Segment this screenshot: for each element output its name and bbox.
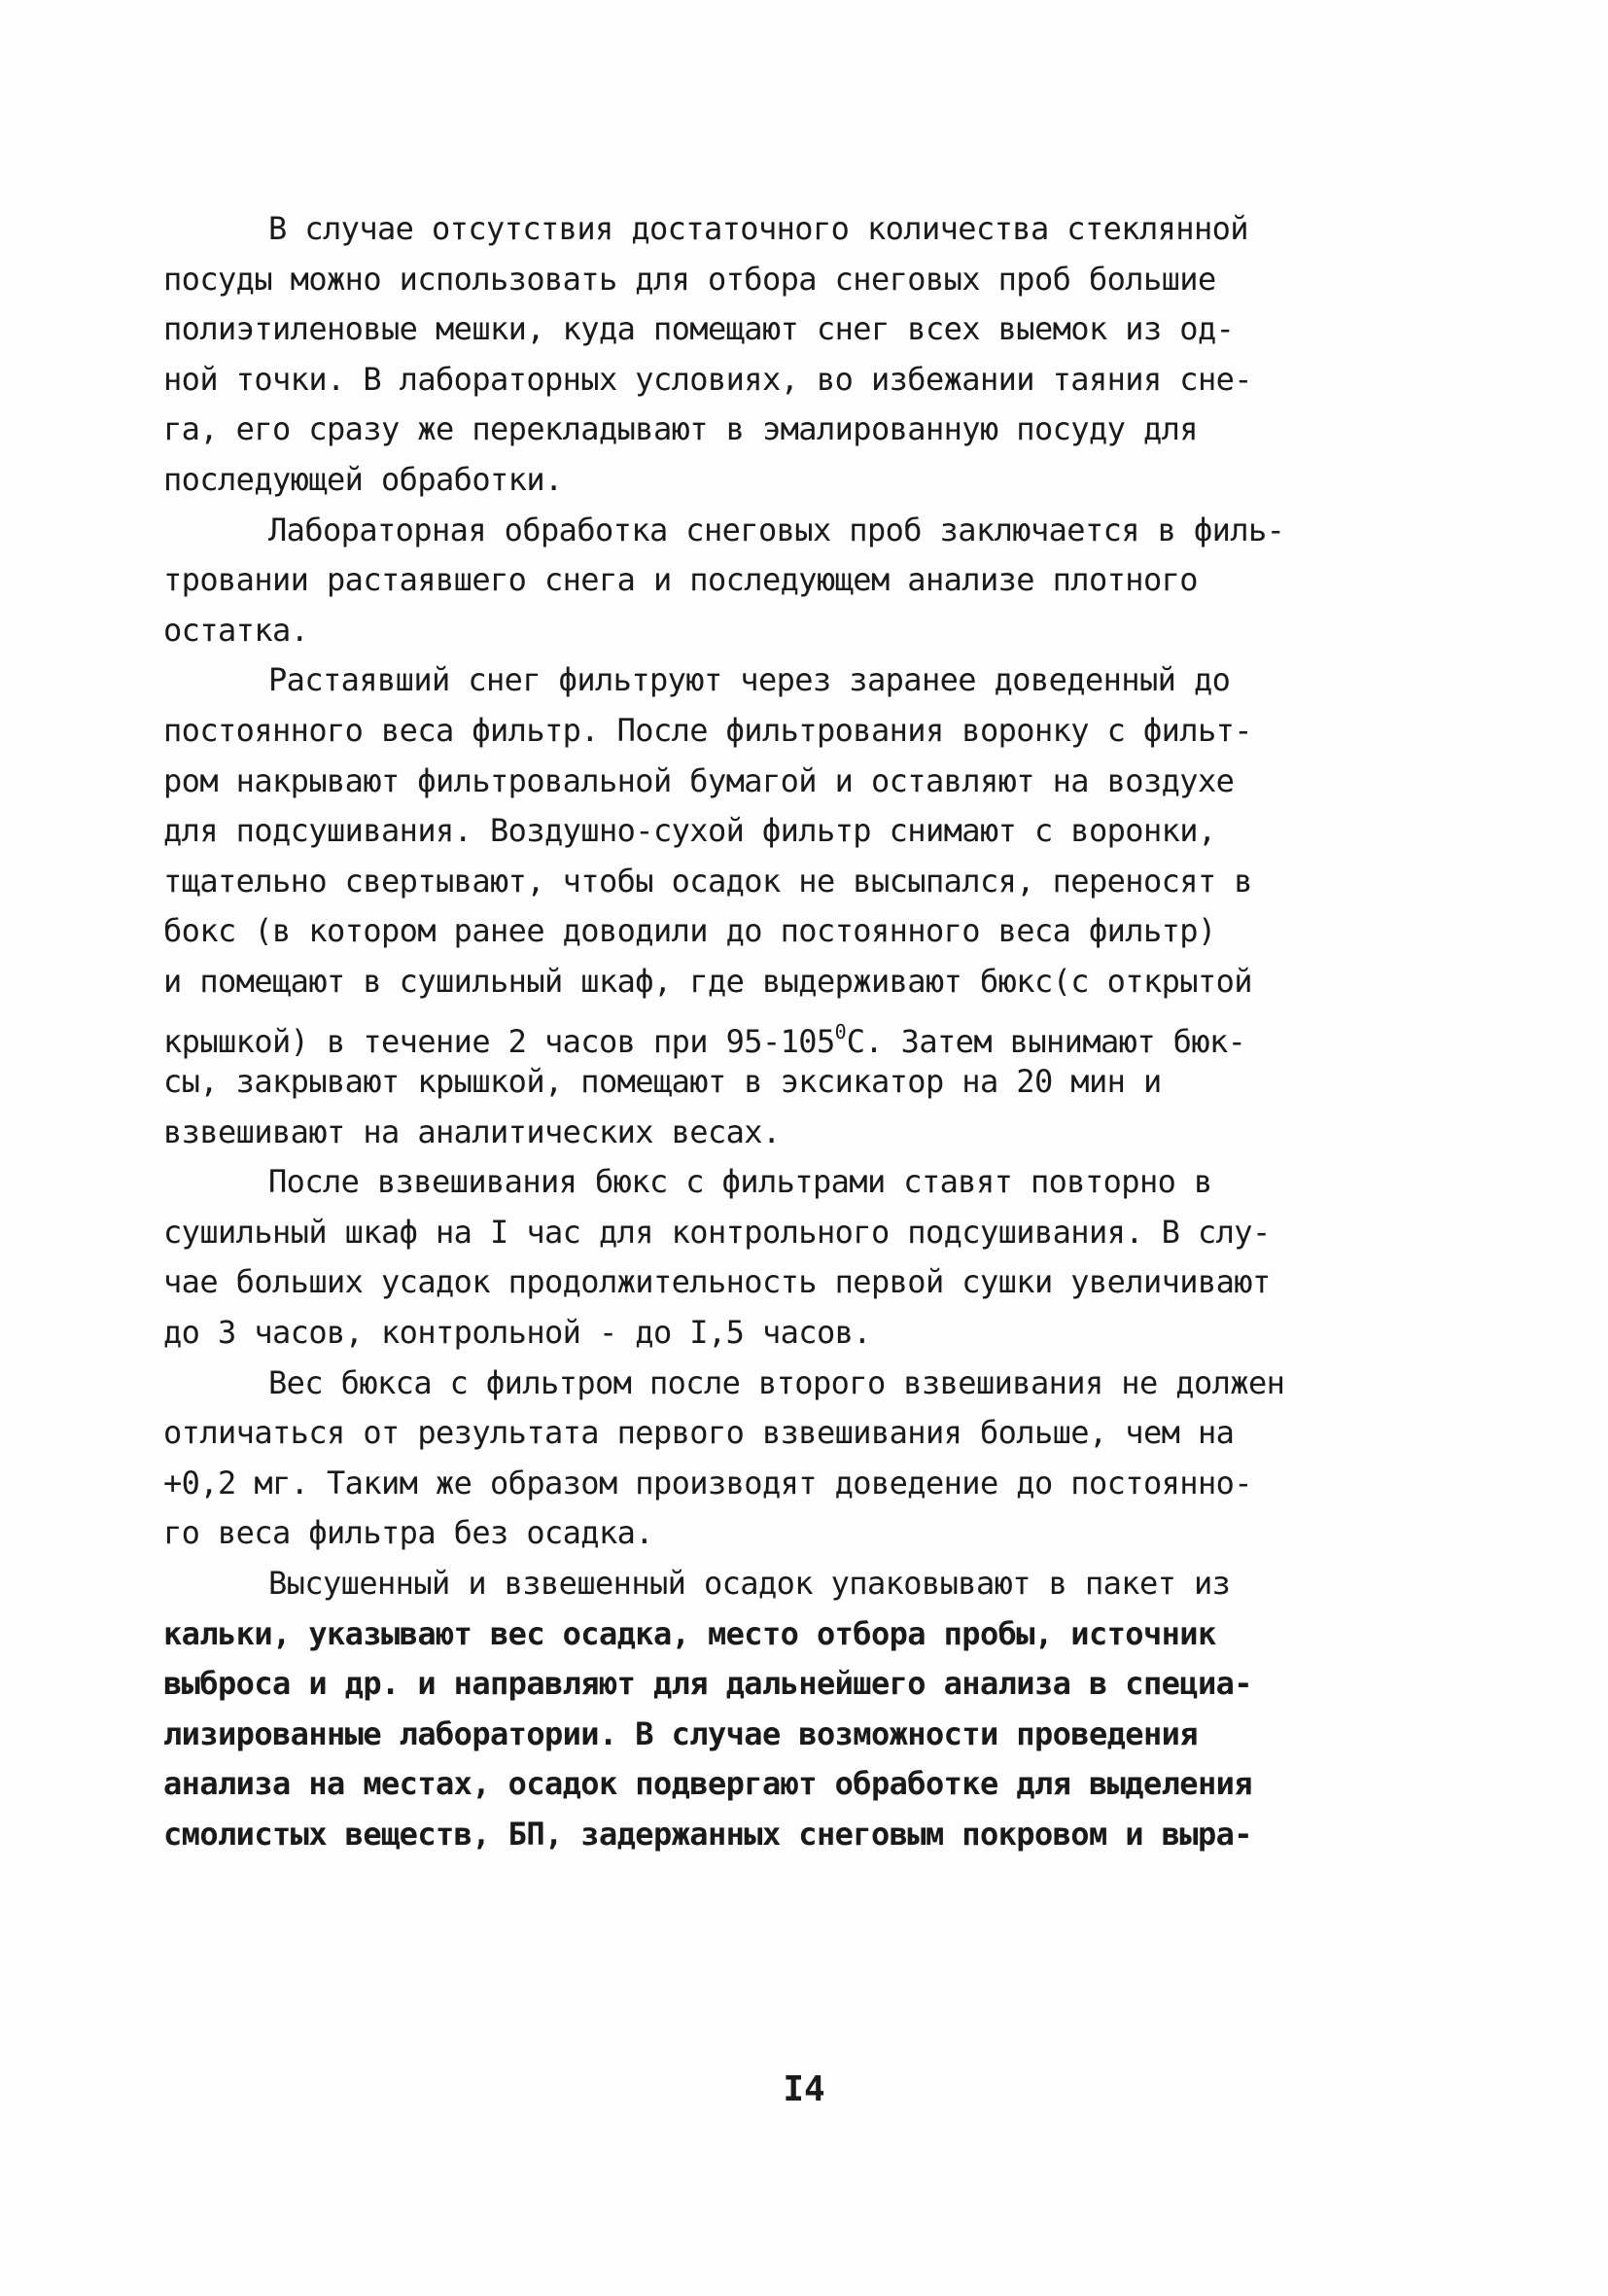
text-line-with-superscript — [163, 1007, 1466, 1058]
text-line: для подсушивания. Воздушно-сухой фильтр снимают с воронки, — [163, 812, 1216, 850]
text-line: тщательно свертывают, чтобы осадок не высыпался, переносят в — [163, 862, 1252, 900]
text-line: последующей обработки. — [163, 460, 563, 498]
paragraph-6 — [163, 1559, 1466, 1860]
page-number: I4 — [783, 2069, 825, 2109]
text-line: постоянного веса фильтр. После фильтрования воронку с фильт- — [163, 711, 1252, 749]
text-line: кальки, указывают вес осадка, место отбора пробы, источник — [163, 1614, 1216, 1652]
degree-superscript: 0 — [834, 1019, 847, 1043]
text-line: взвешивают на аналитических весах. — [163, 1113, 781, 1150]
body-text — [163, 204, 1466, 1860]
text-line: ной точки. В лабораторных условиях, во избежании таяния сне- — [163, 360, 1252, 398]
text-line: +0,2 мг. Таким же образом производят доведение до постоянно- — [163, 1464, 1252, 1501]
text-line: посуды можно использовать для отбора снеговых проб большие — [163, 260, 1216, 298]
paragraph-2 — [163, 506, 1466, 656]
text-line: После взвешивания бюкс с фильтрами ставят повторно в — [268, 1163, 1212, 1201]
text-segment: С. Затем вынимают бюк- — [846, 1022, 1246, 1060]
text-line: смолистых веществ, БП, задержанных снеговым покровом и выра- — [163, 1816, 1252, 1853]
text-segment: крышкой) в течение 2 часов при 95-105 — [163, 1022, 835, 1060]
text-line: га, его сразу же перекладывают в эмалированную посуду для — [163, 410, 1198, 448]
text-line: Растаявший снег фильтруют через заранее доведенный до — [268, 661, 1231, 699]
text-line: сушильный шкаф на I час для контрольного подсушивания. В слу- — [163, 1213, 1271, 1251]
text-line: и помещают в сушильный шкаф, где выдерживают бюкс(с открытой — [163, 962, 1252, 1000]
text-line: тровании растаявшего снега и последующем анализе плотного — [163, 561, 1198, 599]
text-line: го веса фильтра без осадка. — [163, 1514, 653, 1552]
text-line: ром накрывают фильтровальной бумагой и оставляют на воздухе — [163, 761, 1235, 799]
text-line: Высушенный и взвешенный осадок упаковывают в пакет из — [268, 1565, 1231, 1603]
text-line: отличаться от результата первого взвешивания больше, чем на — [163, 1414, 1235, 1452]
text-line: до 3 часов, контрольной - до I,5 часов. — [163, 1314, 871, 1352]
text-line: Вес бюкса с фильтром после второго взвешивания не должен — [268, 1363, 1285, 1401]
text-line: выброса и др. и направляют для дальнейшего анализа в специа- — [163, 1665, 1252, 1703]
text-line: бокс (в котором ранее доводили до постоянного веса фильтр) — [163, 912, 1216, 950]
text-line: полиэтиленовые мешки, куда помещают снег всех выемок из од- — [163, 310, 1235, 348]
text-line: анализа на местах, осадок подвергают обработке для выделения — [163, 1765, 1252, 1803]
paragraph-4 — [163, 1157, 1466, 1358]
text-line: сы, закрывают крышкой, помещают в эксикатор на 20 мин и — [163, 1063, 1162, 1101]
text-line: Лабораторная обработка снеговых проб заключается в филь- — [268, 511, 1285, 548]
text-line: лизированные лаборатории. В случае возможности проведения — [163, 1714, 1198, 1752]
paragraph-5 — [163, 1359, 1466, 1559]
text-line: В случае отсутствия достаточного количества стеклянной — [268, 210, 1248, 247]
text-line: остатка. — [163, 611, 309, 649]
text-line: чае больших усадок продолжительность первой сушки увеличивают — [163, 1263, 1271, 1301]
paragraph-1 — [163, 204, 1466, 506]
paragraph-3 — [163, 655, 1466, 1157]
